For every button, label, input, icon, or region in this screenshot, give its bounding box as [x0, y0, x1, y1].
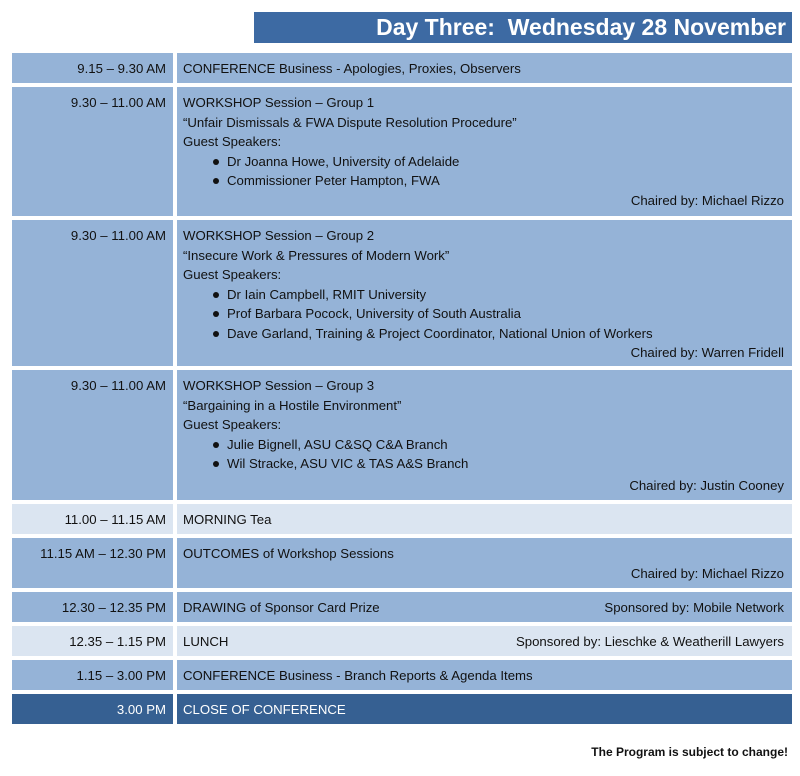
chaired-by: Chaired by: Michael Rizzo	[630, 192, 784, 208]
bullet-icon	[213, 442, 219, 448]
speaker-name: Prof Barbara Pocock, University of South Australia	[227, 306, 521, 321]
time-cell: 12.35 – 1.15 PM	[12, 626, 177, 656]
activity-title: WORKSHOP Session – Group 2	[183, 228, 375, 243]
speakers-label: Guest Speakers:	[183, 134, 282, 149]
speaker-item	[227, 152, 784, 172]
speaker-list	[183, 152, 784, 191]
speakers-label: Guest Speakers:	[183, 417, 282, 432]
table-row	[12, 504, 792, 534]
speaker-name: Julie Bignell, ASU C&SQ C&A Branch	[227, 436, 448, 452]
speaker-item	[227, 285, 784, 305]
activity-cell	[177, 220, 792, 366]
speaker-item	[227, 435, 784, 455]
speaker-item	[227, 324, 784, 344]
speaker-item	[227, 454, 784, 474]
activity-title: CONFERENCE Business - Branch Reports & Agenda Items	[183, 668, 533, 683]
table-row	[12, 660, 792, 690]
table-row	[12, 370, 792, 500]
sponsored-by: Sponsored by: Lieschke & Weatherill Lawyers	[515, 634, 784, 649]
time-cell: 11.15 AM – 12.30 PM	[12, 538, 177, 588]
speaker-name: Dave Garland, Training & Project Coordinator, National Union of Workers	[227, 325, 653, 341]
table-row	[12, 53, 792, 83]
activity-title: MORNING Tea	[183, 512, 272, 527]
bullet-icon	[213, 159, 219, 165]
bullet-icon	[213, 178, 219, 184]
chaired-by: Chaired by: Michael Rizzo	[630, 565, 784, 581]
table-row	[12, 220, 792, 366]
footer-note: The Program is subject to change!	[591, 745, 788, 759]
speaker-name: Wil Stracke, ASU VIC & TAS A&S Branch	[227, 456, 469, 471]
time-cell: 11.00 – 11.15 AM	[12, 504, 177, 534]
activity-cell	[177, 87, 792, 216]
activity-cell	[177, 694, 792, 724]
speaker-list	[183, 285, 784, 344]
speakers-label: Guest Speakers:	[183, 267, 282, 282]
activity-cell	[177, 660, 792, 690]
speaker-item	[227, 304, 784, 324]
activity-cell	[177, 538, 792, 588]
bullet-icon	[213, 292, 219, 298]
activity-title: WORKSHOP Session – Group 3	[183, 378, 375, 393]
activity-title: WORKSHOP Session – Group 1	[183, 95, 375, 110]
time-cell: 9.30 – 11.00 AM	[12, 370, 177, 500]
activity-cell	[177, 53, 792, 83]
time-cell: 9.30 – 11.00 AM	[12, 220, 177, 366]
speaker-name: Dr Joanna Howe, University of Adelaide	[227, 153, 460, 169]
sponsored-by: Sponsored by: Mobile Network	[604, 600, 784, 615]
activity-title: CLOSE OF CONFERENCE	[183, 702, 346, 717]
session-topic: “Bargaining in a Hostile Environment”	[183, 397, 402, 413]
chaired-by: Chaired by: Justin Cooney	[629, 477, 784, 493]
activity-cell	[177, 592, 792, 622]
time-cell: 3.00 PM	[12, 694, 177, 724]
time-cell: 9.15 – 9.30 AM	[12, 53, 177, 83]
activity-cell	[177, 370, 792, 500]
time-cell: 12.30 – 12.35 PM	[12, 592, 177, 622]
table-row	[12, 626, 792, 656]
table-row	[12, 87, 792, 216]
bullet-icon	[213, 461, 219, 467]
speaker-name: Dr Iain Campbell, RMIT University	[227, 286, 427, 302]
speaker-item	[227, 171, 784, 191]
activity-title: DRAWING of Sponsor Card Prize	[183, 600, 380, 615]
activity-cell	[177, 626, 792, 656]
speaker-list	[183, 435, 784, 474]
activity-title: OUTCOMES of Workshop Sessions	[183, 546, 394, 561]
schedule-table	[12, 53, 792, 728]
time-cell: 1.15 – 3.00 PM	[12, 660, 177, 690]
chaired-by: Chaired by: Warren Fridell	[630, 345, 784, 360]
activity-title: CONFERENCE Business - Apologies, Proxies, Observers	[183, 61, 521, 76]
table-row	[12, 538, 792, 588]
table-row	[12, 694, 792, 724]
session-topic: “Insecure Work & Pressures of Modern Work”	[183, 247, 450, 263]
page-title: Day Three: Wednesday 28 November	[254, 12, 792, 43]
time-cell: 9.30 – 11.00 AM	[12, 87, 177, 216]
session-topic: “Unfair Dismissals & FWA Dispute Resolution Procedure”	[183, 114, 517, 130]
speaker-name: Commissioner Peter Hampton, FWA	[227, 173, 440, 188]
activity-cell	[177, 504, 792, 534]
table-row	[12, 592, 792, 622]
bullet-icon	[213, 331, 219, 337]
activity-title: LUNCH	[183, 634, 229, 649]
bullet-icon	[213, 311, 219, 317]
